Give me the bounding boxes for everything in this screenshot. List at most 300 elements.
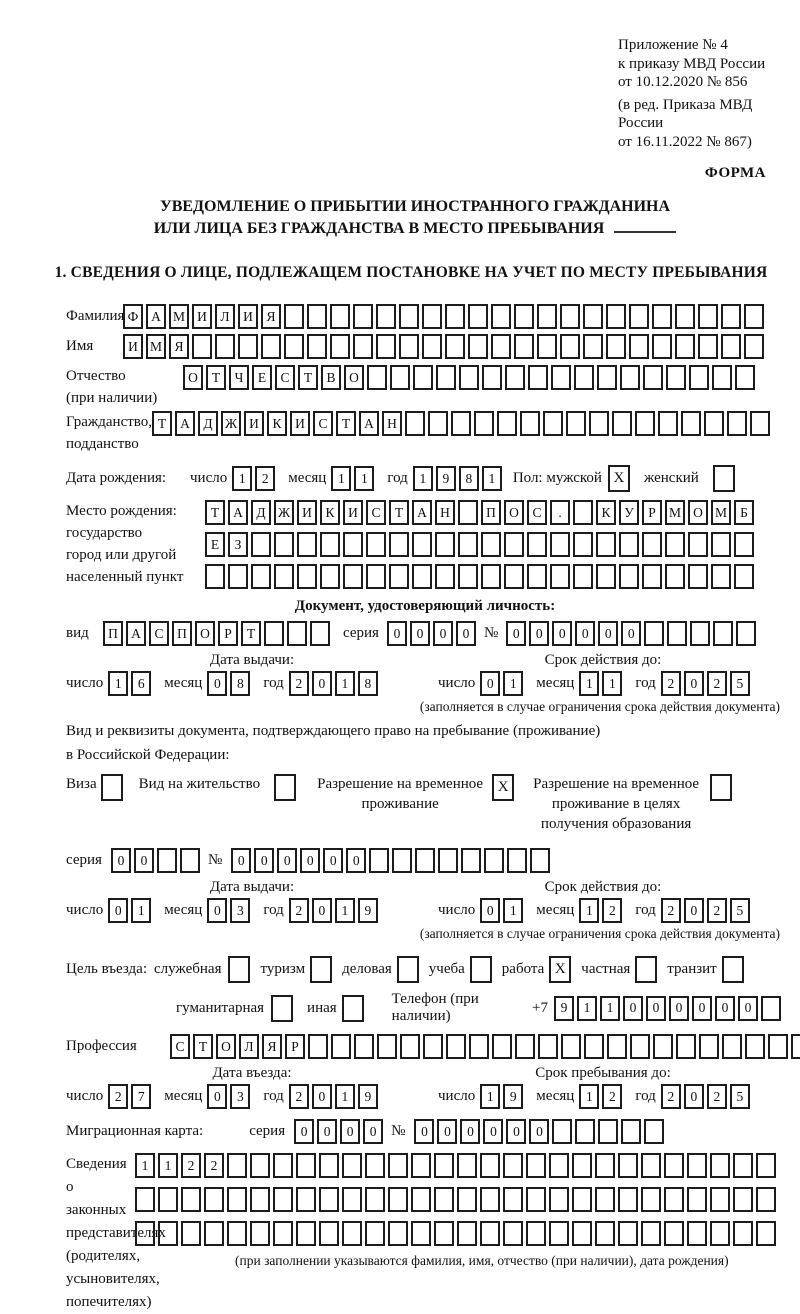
char-cell[interactable] xyxy=(480,1187,500,1212)
char-cell[interactable] xyxy=(458,564,478,589)
char-cell[interactable]: 9 xyxy=(554,996,574,1021)
char-cell[interactable]: 2 xyxy=(661,671,681,696)
purpose-tourism-checkbox[interactable] xyxy=(310,956,332,983)
char-cell[interactable] xyxy=(664,1187,684,1212)
char-cell[interactable]: 1 xyxy=(232,466,252,491)
char-cell[interactable] xyxy=(595,1221,615,1246)
char-cell[interactable] xyxy=(589,411,609,436)
char-cell[interactable] xyxy=(481,532,501,557)
char-cell[interactable]: В xyxy=(321,365,341,390)
char-cell[interactable] xyxy=(664,1153,684,1178)
char-cell[interactable]: Т xyxy=(298,365,318,390)
char-cell[interactable]: 0 xyxy=(207,898,227,923)
char-cell[interactable] xyxy=(665,564,685,589)
char-cell[interactable] xyxy=(474,411,494,436)
char-cell[interactable] xyxy=(457,1187,477,1212)
char-cell[interactable]: 0 xyxy=(480,898,500,923)
char-cell[interactable] xyxy=(457,1153,477,1178)
char-cell[interactable]: П xyxy=(481,500,501,525)
char-cell[interactable] xyxy=(699,1034,719,1059)
sex-male-checkbox[interactable]: X xyxy=(608,465,630,492)
char-cell[interactable] xyxy=(482,365,502,390)
char-cell[interactable]: 1 xyxy=(131,898,151,923)
char-cell[interactable]: Л xyxy=(215,304,235,329)
char-cell[interactable] xyxy=(704,411,724,436)
char-cell[interactable]: 2 xyxy=(707,1084,727,1109)
char-cell[interactable] xyxy=(530,848,550,873)
char-cell[interactable] xyxy=(598,1119,618,1144)
char-cell[interactable] xyxy=(629,304,649,329)
char-cell[interactable]: 0 xyxy=(294,1119,314,1144)
char-cell[interactable] xyxy=(181,1221,201,1246)
char-cell[interactable]: 2 xyxy=(289,671,309,696)
char-cell[interactable] xyxy=(721,334,741,359)
char-cell[interactable] xyxy=(308,1034,328,1059)
char-cell[interactable] xyxy=(491,304,511,329)
char-cell[interactable] xyxy=(274,564,294,589)
char-cell[interactable] xyxy=(251,532,271,557)
char-cell[interactable]: Т xyxy=(336,411,356,436)
char-cell[interactable] xyxy=(297,564,317,589)
char-cell[interactable] xyxy=(528,365,548,390)
char-cell[interactable]: 0 xyxy=(300,848,320,873)
char-cell[interactable] xyxy=(438,848,458,873)
char-cell[interactable] xyxy=(550,564,570,589)
char-cell[interactable]: 0 xyxy=(414,1119,434,1144)
char-cell[interactable] xyxy=(526,1187,546,1212)
char-cell[interactable] xyxy=(392,848,412,873)
char-cell[interactable]: О xyxy=(504,500,524,525)
char-cell[interactable] xyxy=(575,1119,595,1144)
char-cell[interactable] xyxy=(681,411,701,436)
char-cell[interactable] xyxy=(675,334,695,359)
char-cell[interactable] xyxy=(515,1034,535,1059)
char-cell[interactable]: 1 xyxy=(602,671,622,696)
char-cell[interactable]: 7 xyxy=(131,1084,151,1109)
char-cell[interactable]: Т xyxy=(152,411,172,436)
char-cell[interactable] xyxy=(711,564,731,589)
char-cell[interactable] xyxy=(505,365,525,390)
char-cell[interactable] xyxy=(451,411,471,436)
char-cell[interactable] xyxy=(644,1119,664,1144)
char-cell[interactable]: Т xyxy=(205,500,225,525)
char-cell[interactable]: И xyxy=(290,411,310,436)
char-cell[interactable] xyxy=(158,1187,178,1212)
char-cell[interactable] xyxy=(399,334,419,359)
char-cell[interactable]: 2 xyxy=(661,898,681,923)
char-cell[interactable] xyxy=(446,1034,466,1059)
char-cell[interactable] xyxy=(296,1153,316,1178)
char-cell[interactable] xyxy=(491,334,511,359)
char-cell[interactable] xyxy=(273,1153,293,1178)
char-cell[interactable] xyxy=(606,304,626,329)
char-cell[interactable] xyxy=(665,532,685,557)
char-cell[interactable] xyxy=(434,1221,454,1246)
char-cell[interactable] xyxy=(750,411,770,436)
char-cell[interactable] xyxy=(596,564,616,589)
char-cell[interactable]: А xyxy=(126,621,146,646)
char-cell[interactable]: Ж xyxy=(274,500,294,525)
char-cell[interactable]: Ж xyxy=(221,411,241,436)
char-cell[interactable] xyxy=(250,1221,270,1246)
char-cell[interactable]: Я xyxy=(262,1034,282,1059)
char-cell[interactable]: О xyxy=(688,500,708,525)
char-cell[interactable]: 5 xyxy=(730,1084,750,1109)
char-cell[interactable]: А xyxy=(228,500,248,525)
char-cell[interactable] xyxy=(736,621,756,646)
char-cell[interactable] xyxy=(733,1221,753,1246)
char-cell[interactable]: Ч xyxy=(229,365,249,390)
char-cell[interactable] xyxy=(756,1221,776,1246)
char-cell[interactable] xyxy=(734,564,754,589)
char-cell[interactable]: М xyxy=(146,334,166,359)
char-cell[interactable] xyxy=(620,365,640,390)
char-cell[interactable]: 0 xyxy=(312,898,332,923)
char-cell[interactable]: 0 xyxy=(684,1084,704,1109)
char-cell[interactable] xyxy=(274,532,294,557)
char-cell[interactable]: С xyxy=(149,621,169,646)
char-cell[interactable]: А xyxy=(146,304,166,329)
char-cell[interactable]: 0 xyxy=(692,996,712,1021)
char-cell[interactable]: 0 xyxy=(598,621,618,646)
char-cell[interactable] xyxy=(411,1153,431,1178)
char-cell[interactable] xyxy=(572,1187,592,1212)
char-cell[interactable] xyxy=(507,848,527,873)
char-cell[interactable] xyxy=(480,1221,500,1246)
char-cell[interactable]: Т xyxy=(206,365,226,390)
char-cell[interactable]: 6 xyxy=(131,671,151,696)
char-cell[interactable] xyxy=(250,1187,270,1212)
char-cell[interactable] xyxy=(543,411,563,436)
char-cell[interactable]: 0 xyxy=(410,621,430,646)
char-cell[interactable]: О xyxy=(195,621,215,646)
char-cell[interactable] xyxy=(405,411,425,436)
char-cell[interactable] xyxy=(595,1153,615,1178)
char-cell[interactable]: М xyxy=(169,304,189,329)
char-cell[interactable] xyxy=(503,1153,523,1178)
char-cell[interactable] xyxy=(574,365,594,390)
char-cell[interactable]: 2 xyxy=(661,1084,681,1109)
char-cell[interactable] xyxy=(468,304,488,329)
char-cell[interactable] xyxy=(642,564,662,589)
char-cell[interactable] xyxy=(343,564,363,589)
char-cell[interactable] xyxy=(612,411,632,436)
char-cell[interactable]: 1 xyxy=(354,466,374,491)
char-cell[interactable] xyxy=(342,1221,362,1246)
char-cell[interactable] xyxy=(428,411,448,436)
char-cell[interactable] xyxy=(551,365,571,390)
char-cell[interactable]: А xyxy=(412,500,432,525)
char-cell[interactable] xyxy=(595,1187,615,1212)
char-cell[interactable] xyxy=(768,1034,788,1059)
char-cell[interactable] xyxy=(618,1153,638,1178)
char-cell[interactable] xyxy=(377,1034,397,1059)
char-cell[interactable] xyxy=(643,365,663,390)
char-cell[interactable] xyxy=(284,304,304,329)
purpose-business-checkbox[interactable] xyxy=(397,956,419,983)
char-cell[interactable] xyxy=(458,532,478,557)
char-cell[interactable] xyxy=(296,1187,316,1212)
char-cell[interactable] xyxy=(365,1187,385,1212)
char-cell[interactable] xyxy=(687,1153,707,1178)
char-cell[interactable]: 0 xyxy=(387,621,407,646)
char-cell[interactable] xyxy=(722,1034,742,1059)
char-cell[interactable] xyxy=(514,334,534,359)
char-cell[interactable] xyxy=(399,304,419,329)
char-cell[interactable]: Е xyxy=(252,365,272,390)
char-cell[interactable] xyxy=(711,532,731,557)
char-cell[interactable] xyxy=(422,304,442,329)
char-cell[interactable]: 0 xyxy=(575,621,595,646)
char-cell[interactable] xyxy=(434,1153,454,1178)
char-cell[interactable]: 0 xyxy=(254,848,274,873)
char-cell[interactable]: 0 xyxy=(134,848,154,873)
char-cell[interactable]: 0 xyxy=(207,671,227,696)
char-cell[interactable]: А xyxy=(175,411,195,436)
char-cell[interactable]: 1 xyxy=(482,466,502,491)
char-cell[interactable] xyxy=(744,304,764,329)
char-cell[interactable] xyxy=(675,304,695,329)
char-cell[interactable] xyxy=(597,365,617,390)
char-cell[interactable]: 0 xyxy=(346,848,366,873)
char-cell[interactable]: 2 xyxy=(602,898,622,923)
char-cell[interactable] xyxy=(330,304,350,329)
char-cell[interactable]: И xyxy=(192,304,212,329)
char-cell[interactable] xyxy=(320,564,340,589)
char-cell[interactable] xyxy=(644,621,664,646)
char-cell[interactable]: 1 xyxy=(600,996,620,1021)
char-cell[interactable] xyxy=(367,365,387,390)
char-cell[interactable] xyxy=(549,1153,569,1178)
char-cell[interactable] xyxy=(388,1221,408,1246)
char-cell[interactable]: С xyxy=(170,1034,190,1059)
char-cell[interactable] xyxy=(376,304,396,329)
char-cell[interactable]: К xyxy=(320,500,340,525)
char-cell[interactable] xyxy=(484,848,504,873)
purpose-transit-checkbox[interactable] xyxy=(722,956,744,983)
char-cell[interactable]: И xyxy=(123,334,143,359)
char-cell[interactable]: 8 xyxy=(358,671,378,696)
char-cell[interactable] xyxy=(204,1187,224,1212)
char-cell[interactable] xyxy=(365,1153,385,1178)
char-cell[interactable]: 0 xyxy=(456,621,476,646)
char-cell[interactable] xyxy=(641,1153,661,1178)
char-cell[interactable] xyxy=(745,1034,765,1059)
char-cell[interactable]: Р xyxy=(285,1034,305,1059)
char-cell[interactable]: 2 xyxy=(289,898,309,923)
char-cell[interactable]: Н xyxy=(382,411,402,436)
char-cell[interactable] xyxy=(319,1221,339,1246)
char-cell[interactable]: О xyxy=(216,1034,236,1059)
char-cell[interactable] xyxy=(504,532,524,557)
char-cell[interactable]: 8 xyxy=(230,671,250,696)
char-cell[interactable] xyxy=(688,532,708,557)
char-cell[interactable] xyxy=(527,532,547,557)
char-cell[interactable]: 2 xyxy=(181,1153,201,1178)
char-cell[interactable] xyxy=(342,1153,362,1178)
char-cell[interactable]: 0 xyxy=(480,671,500,696)
char-cell[interactable]: 1 xyxy=(335,898,355,923)
temp-residence-education-checkbox[interactable] xyxy=(710,774,732,801)
purpose-official-checkbox[interactable] xyxy=(228,956,250,983)
char-cell[interactable] xyxy=(504,564,524,589)
char-cell[interactable]: Р xyxy=(642,500,662,525)
char-cell[interactable]: 1 xyxy=(579,671,599,696)
char-cell[interactable] xyxy=(319,1187,339,1212)
char-cell[interactable]: 1 xyxy=(335,1084,355,1109)
char-cell[interactable] xyxy=(390,365,410,390)
char-cell[interactable] xyxy=(630,1034,650,1059)
char-cell[interactable] xyxy=(791,1034,800,1059)
char-cell[interactable] xyxy=(607,1034,627,1059)
char-cell[interactable]: 1 xyxy=(503,898,523,923)
char-cell[interactable]: 0 xyxy=(340,1119,360,1144)
char-cell[interactable] xyxy=(445,304,465,329)
purpose-private-checkbox[interactable] xyxy=(635,956,657,983)
char-cell[interactable]: И xyxy=(238,304,258,329)
char-cell[interactable] xyxy=(710,1153,730,1178)
char-cell[interactable] xyxy=(389,564,409,589)
char-cell[interactable] xyxy=(457,1221,477,1246)
char-cell[interactable] xyxy=(710,1187,730,1212)
char-cell[interactable]: 1 xyxy=(335,671,355,696)
char-cell[interactable]: Я xyxy=(169,334,189,359)
char-cell[interactable] xyxy=(537,334,557,359)
char-cell[interactable]: 1 xyxy=(480,1084,500,1109)
char-cell[interactable] xyxy=(158,1221,178,1246)
char-cell[interactable]: 2 xyxy=(289,1084,309,1109)
char-cell[interactable] xyxy=(733,1187,753,1212)
char-cell[interactable] xyxy=(376,334,396,359)
char-cell[interactable] xyxy=(560,334,580,359)
char-cell[interactable]: 0 xyxy=(277,848,297,873)
char-cell[interactable] xyxy=(520,411,540,436)
char-cell[interactable]: 0 xyxy=(437,1119,457,1144)
char-cell[interactable] xyxy=(538,1034,558,1059)
char-cell[interactable] xyxy=(307,334,327,359)
temp-residence-checkbox[interactable]: X xyxy=(492,774,514,801)
char-cell[interactable] xyxy=(284,334,304,359)
char-cell[interactable] xyxy=(572,1221,592,1246)
char-cell[interactable]: Д xyxy=(251,500,271,525)
char-cell[interactable] xyxy=(666,365,686,390)
char-cell[interactable] xyxy=(228,564,248,589)
char-cell[interactable]: 9 xyxy=(358,1084,378,1109)
char-cell[interactable]: Б xyxy=(734,500,754,525)
char-cell[interactable]: 2 xyxy=(602,1084,622,1109)
char-cell[interactable] xyxy=(621,1119,641,1144)
char-cell[interactable]: 1 xyxy=(577,996,597,1021)
char-cell[interactable]: 0 xyxy=(506,1119,526,1144)
char-cell[interactable] xyxy=(566,411,586,436)
char-cell[interactable] xyxy=(618,1221,638,1246)
char-cell[interactable] xyxy=(157,848,177,873)
char-cell[interactable]: 0 xyxy=(684,898,704,923)
char-cell[interactable] xyxy=(135,1187,155,1212)
char-cell[interactable] xyxy=(412,564,432,589)
char-cell[interactable] xyxy=(667,621,687,646)
char-cell[interactable]: П xyxy=(172,621,192,646)
char-cell[interactable]: Д xyxy=(198,411,218,436)
char-cell[interactable]: И xyxy=(297,500,317,525)
char-cell[interactable] xyxy=(629,334,649,359)
char-cell[interactable]: 1 xyxy=(135,1153,155,1178)
char-cell[interactable]: И xyxy=(244,411,264,436)
char-cell[interactable] xyxy=(619,532,639,557)
char-cell[interactable]: 0 xyxy=(646,996,666,1021)
char-cell[interactable]: О xyxy=(183,365,203,390)
char-cell[interactable] xyxy=(573,500,593,525)
char-cell[interactable] xyxy=(353,334,373,359)
char-cell[interactable]: И xyxy=(343,500,363,525)
char-cell[interactable] xyxy=(698,334,718,359)
char-cell[interactable] xyxy=(342,1187,362,1212)
char-cell[interactable] xyxy=(618,1187,638,1212)
char-cell[interactable]: 0 xyxy=(312,671,332,696)
char-cell[interactable] xyxy=(573,564,593,589)
char-cell[interactable] xyxy=(331,1034,351,1059)
char-cell[interactable] xyxy=(480,1153,500,1178)
char-cell[interactable] xyxy=(436,365,456,390)
char-cell[interactable] xyxy=(761,996,781,1021)
char-cell[interactable] xyxy=(388,1153,408,1178)
char-cell[interactable]: 2 xyxy=(255,466,275,491)
char-cell[interactable] xyxy=(573,532,593,557)
char-cell[interactable] xyxy=(389,532,409,557)
char-cell[interactable] xyxy=(641,1187,661,1212)
char-cell[interactable]: 0 xyxy=(506,621,526,646)
purpose-humanitarian-checkbox[interactable] xyxy=(271,995,293,1022)
visa-checkbox[interactable] xyxy=(101,774,123,801)
char-cell[interactable]: 5 xyxy=(730,898,750,923)
char-cell[interactable]: 0 xyxy=(108,898,128,923)
char-cell[interactable] xyxy=(514,304,534,329)
char-cell[interactable] xyxy=(735,365,755,390)
char-cell[interactable] xyxy=(296,1221,316,1246)
char-cell[interactable] xyxy=(369,848,389,873)
char-cell[interactable]: 0 xyxy=(207,1084,227,1109)
char-cell[interactable] xyxy=(251,564,271,589)
char-cell[interactable] xyxy=(227,1153,247,1178)
char-cell[interactable]: Н xyxy=(435,500,455,525)
char-cell[interactable] xyxy=(415,848,435,873)
char-cell[interactable]: 0 xyxy=(433,621,453,646)
char-cell[interactable] xyxy=(468,334,488,359)
char-cell[interactable]: С xyxy=(366,500,386,525)
char-cell[interactable]: 2 xyxy=(707,671,727,696)
sex-female-checkbox[interactable] xyxy=(713,465,735,492)
char-cell[interactable] xyxy=(756,1187,776,1212)
char-cell[interactable] xyxy=(596,532,616,557)
char-cell[interactable]: 2 xyxy=(204,1153,224,1178)
char-cell[interactable] xyxy=(481,564,501,589)
char-cell[interactable] xyxy=(287,621,307,646)
char-cell[interactable] xyxy=(330,334,350,359)
char-cell[interactable] xyxy=(366,532,386,557)
char-cell[interactable]: 1 xyxy=(331,466,351,491)
char-cell[interactable] xyxy=(690,621,710,646)
char-cell[interactable]: 0 xyxy=(529,621,549,646)
char-cell[interactable]: С xyxy=(313,411,333,436)
char-cell[interactable]: 0 xyxy=(669,996,689,1021)
char-cell[interactable] xyxy=(461,848,481,873)
residence-permit-checkbox[interactable] xyxy=(274,774,296,801)
char-cell[interactable] xyxy=(652,304,672,329)
char-cell[interactable] xyxy=(459,365,479,390)
char-cell[interactable]: 9 xyxy=(358,898,378,923)
char-cell[interactable] xyxy=(537,304,557,329)
char-cell[interactable] xyxy=(642,532,662,557)
